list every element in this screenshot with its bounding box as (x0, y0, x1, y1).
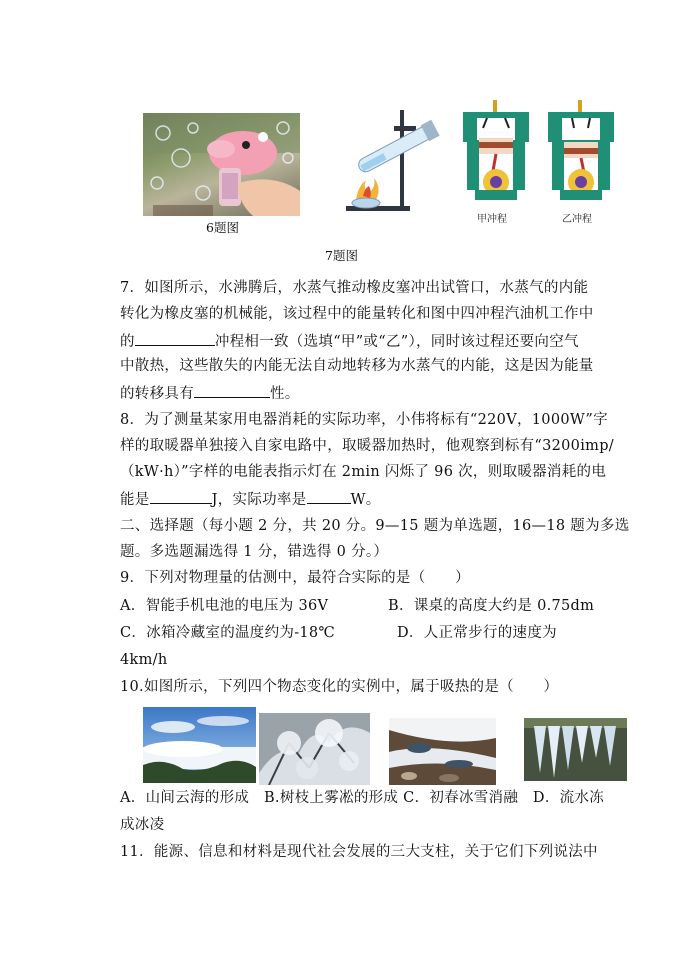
q8-answer-blank-1[interactable] (150, 488, 212, 504)
q7-line-1: 7．如图所示，水沸腾后，水蒸气推动橡皮塞冲出试管口，水蒸气的内能 (120, 280, 589, 296)
figure-7-caption: 7题图 (325, 248, 358, 263)
q7-line-5 (120, 382, 300, 404)
q8-line-1: 8．为了测量某家用电器消耗的实际功率，小伟将标有“220V，1000W”字 (120, 412, 608, 428)
q8-line-3: （kW·h）”字样的电能表指示灯在 2min 闪烁了 96 次，则取暖器消耗的电 (120, 464, 607, 480)
q8-line-4 (120, 488, 381, 510)
q10-stem: 10.如图所示，下列四个物态变化的实例中，属于吸热的是（ ） (120, 679, 559, 695)
q9-option-b[interactable]: B．课桌的高度大约是 0.75dm (388, 598, 595, 614)
sea-of-clouds-photo (143, 707, 256, 783)
q7-line-3-start: 的 (120, 334, 135, 350)
q9-option-a[interactable]: A．智能手机电池的电压为 36V (120, 598, 329, 614)
q9-stem: 9．下列对物理量的估测中，最符合实际的是（ ） (120, 570, 470, 586)
melting-snow-stream-photo (389, 718, 496, 785)
rime-on-branches-photo (259, 713, 370, 785)
test-tube-apparatus-figure (336, 100, 448, 216)
figure-6-caption: 6题图 (206, 220, 239, 235)
q11-stem: 11．能源、信息和材料是现代社会发展的三大支柱，关于它们下列说法中 (120, 844, 598, 860)
icicles-photo (524, 718, 627, 781)
q10-options-continued: 成冰凌 (120, 817, 165, 833)
q9-option-c[interactable]: C．冰箱冷藏室的温度约为-18℃ (120, 625, 335, 641)
q10-options[interactable]: A．山间云海的形成 B.树枝上雾凇的形成 C．初春冰雪消融 D．流水冻 (120, 790, 605, 806)
engine-yi-label: 乙冲程 (562, 214, 592, 225)
q7-answer-blank-2[interactable] (194, 382, 270, 398)
q7-line-4: 中散热，这些散失的内能无法自动地转移为水蒸气的内能，这是因为能量 (120, 358, 594, 374)
engine-stroke-yi-figure (546, 98, 616, 208)
q7-line-2: 转化为橡皮塞的机械能，该过程中的能量转化和图中四冲程汽油机工作中 (120, 306, 594, 322)
q7-line-3 (120, 330, 579, 352)
q8-line-4-mid: J，实际功率是 (211, 492, 307, 508)
section-2-heading-line-2: 题。多选题漏选得 1 分，错选得 0 分。） (120, 544, 389, 560)
q8-line-4-end: W。 (350, 492, 381, 508)
engine-jia-label: 甲冲程 (477, 214, 507, 225)
q7-line-5-start: 的转移具有 (120, 386, 194, 402)
engine-stroke-jia-figure (461, 98, 531, 208)
q8-answer-blank-2[interactable] (307, 488, 351, 504)
q7-answer-blank-1[interactable] (135, 330, 215, 346)
q9-option-d-continued: 4km/h (120, 652, 168, 668)
q9-option-d[interactable]: D．人正常步行的速度为 (397, 625, 557, 641)
q7-line-5-end: 性。 (270, 386, 300, 402)
q8-line-4-start: 能是 (120, 492, 150, 508)
section-2-heading-line-1: 二、选择题（每小题 2 分，共 20 分。9—15 题为单选题，16—18 题为多选 (120, 518, 630, 534)
bubble-gun-photo (143, 113, 300, 216)
q8-line-2: 样的取暖器单独接入自家电路中，取暖器加热时，他观察到标有“3200imp/ (120, 438, 614, 454)
q7-line-3-end: 冲程相一致（选填“甲”或“乙”），同时该过程还要向空气 (214, 334, 579, 350)
